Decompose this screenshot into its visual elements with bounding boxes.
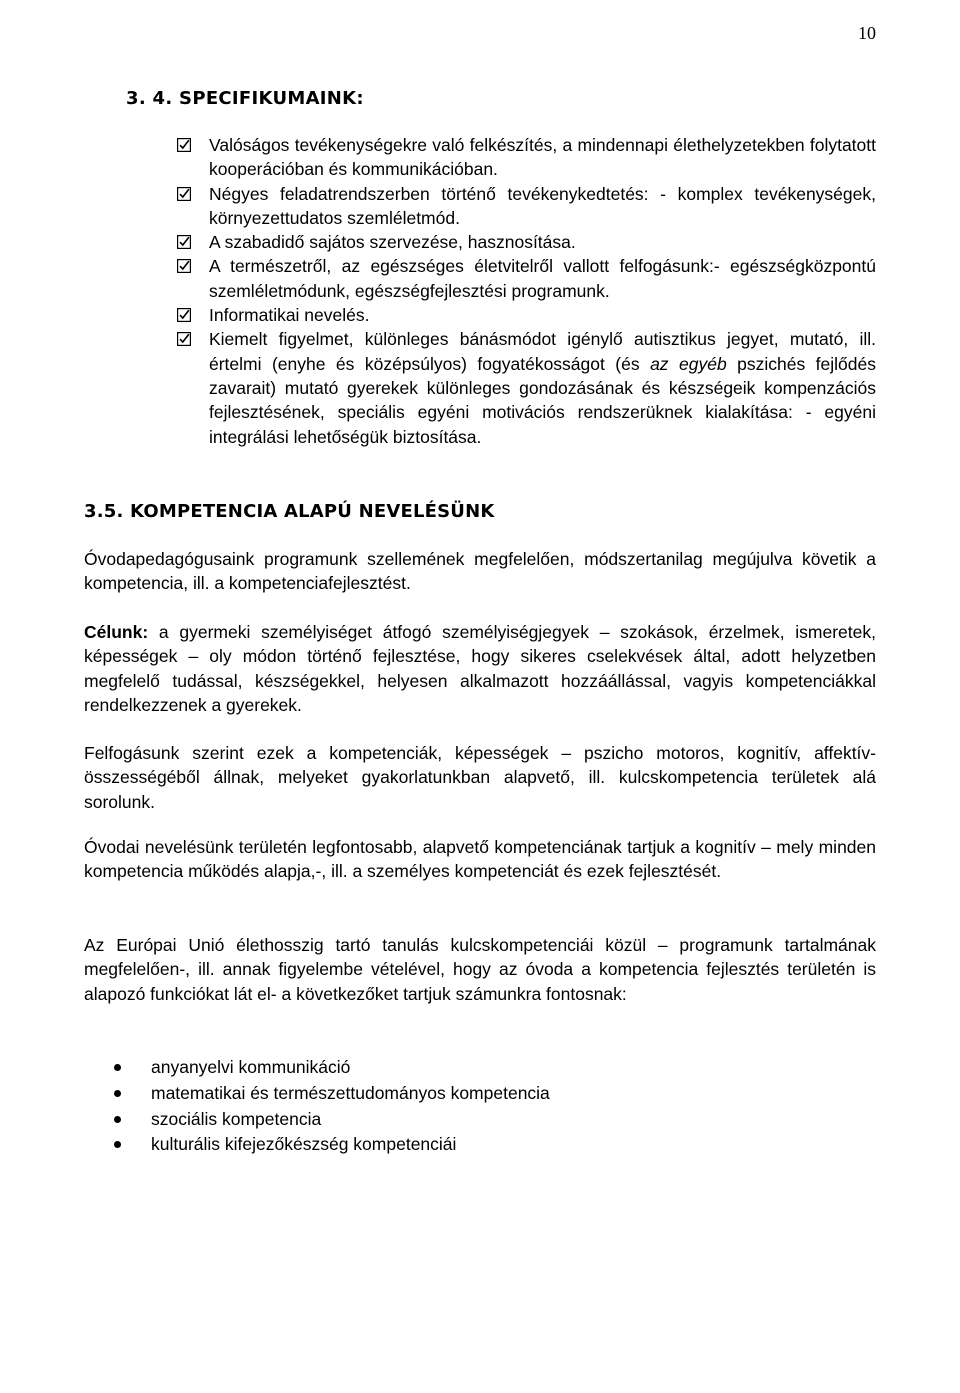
section-heading-specifikumaink: 3. 4. SPECIFIKUMAINK:	[126, 88, 364, 109]
check-item-text: Négyes feladatrendszerben történő tevékenykedtetés: - komplex tevékenységek, környezettudatos szemléletmód.	[209, 183, 876, 228]
list-item: matematikai és természettudományos kompetencia	[110, 1081, 550, 1107]
checkbox-list	[176, 133, 876, 449]
paragraph-competencies: Felfogásunk szerint ezek a kompetenciák, képességek – pszicho motoros, kognitív, affektív-összességéből állnak, melyeket gyakorlatunkban alapvető, ill. kulcskompetencia területek alá sorolunk.	[84, 743, 876, 812]
check-list-item	[176, 254, 876, 303]
list-item: kulturális kifejezőkészség kompetenciái	[110, 1132, 550, 1158]
check-item-text: Kiemelt figyelmet, különleges bánásmódot igénylő autisztikus jegyet, mutató, ill. értelmi (enyhe és középsúlyos) fogyatékosságot (és az egyéb pszichés fejlődés zavarait) mutató gyerekek különleges gondozásának és készségeik kompenzációs fejlesztésének, speciális egyéni motivációs rendszerüknek kialakítása: - egyéni integrálási lehetőségük biztosítása.	[209, 329, 877, 447]
bullet-icon	[114, 1116, 121, 1123]
check-list-item	[176, 133, 876, 182]
bullet-icon	[114, 1141, 121, 1148]
checked-box-icon	[176, 230, 209, 254]
check-list-item	[176, 303, 876, 327]
checked-box-icon	[176, 182, 209, 206]
paragraph-goal: Célunk: a gyermeki személyiséget átfogó személyiségjegyek – szokások, érzelmek, ismeretek, képességek – oly módon történő fejlesztése, hogy sikeres cselekvések által, adott helyzetben megfelelő tudással, készségekkel, helyesen alkalmazott hozzáállással, vagyis kompetenciákkal rendelkezzenek a gyerekek.	[84, 622, 876, 715]
checked-box-icon	[176, 303, 209, 327]
bullet-icon	[114, 1090, 121, 1097]
page-number: 10	[858, 23, 876, 43]
check-item-text: Valóságos tevékenységekre való felkészítés, a mindennapi élethelyzetekben folytatott kooperációban és kommunikációban.	[209, 135, 876, 180]
checked-box-icon	[176, 133, 209, 157]
checked-box-icon	[176, 327, 209, 351]
goal-label: Célunk:	[84, 622, 149, 642]
check-item-text: Informatikai nevelés.	[209, 305, 370, 326]
bullet-list	[110, 1055, 550, 1158]
check-item-text: A természetről, az egészséges életvitelről vallott felfogásunk:- egészségközpontú szemléletmódunk, egészségfejlesztési programunk.	[209, 256, 876, 301]
paragraph-kindergarten: Óvodai nevelésünk területén legfontosabb, alapvető kompetenciának tartjuk a kognitív – mely minden kompetencia működés alapja,-, ill. a személyes kompetenciát és ezek fejlesztését.	[84, 837, 876, 882]
paragraph-eu: Az Európai Unió élethosszig tartó tanulás kulcskompetenciái közül – programunk tartalmának megfelelően-, ill. annak figyelembe vételével, hogy az óvoda a kompetencia fejlesztés területén is alapozó funkciókat lát el- a következőket tartjuk számunkra fontosnak:	[84, 935, 876, 1004]
check-item-text: A szabadidő sajátos szervezése, hasznosítása.	[209, 232, 576, 253]
check-list-item	[176, 230, 876, 254]
paragraph-intro: Óvodapedagógusaink programunk szellemének megfelelően, módszertanilag megújulva követik a kompetencia, ill. a kompetenciafejlesztést.	[84, 549, 876, 594]
check-list-item	[176, 182, 876, 231]
section-heading-kompetencia: 3.5. KOMPETENCIA ALAPÚ NEVELÉSÜNK	[84, 501, 495, 522]
italic-text: az egyéb	[650, 353, 727, 374]
list-item: anyanyelvi kommunikáció	[110, 1055, 550, 1081]
checked-box-icon	[176, 254, 209, 278]
check-list-item	[176, 327, 876, 448]
list-item: szociális kompetencia	[110, 1106, 550, 1132]
bullet-icon	[114, 1064, 121, 1071]
